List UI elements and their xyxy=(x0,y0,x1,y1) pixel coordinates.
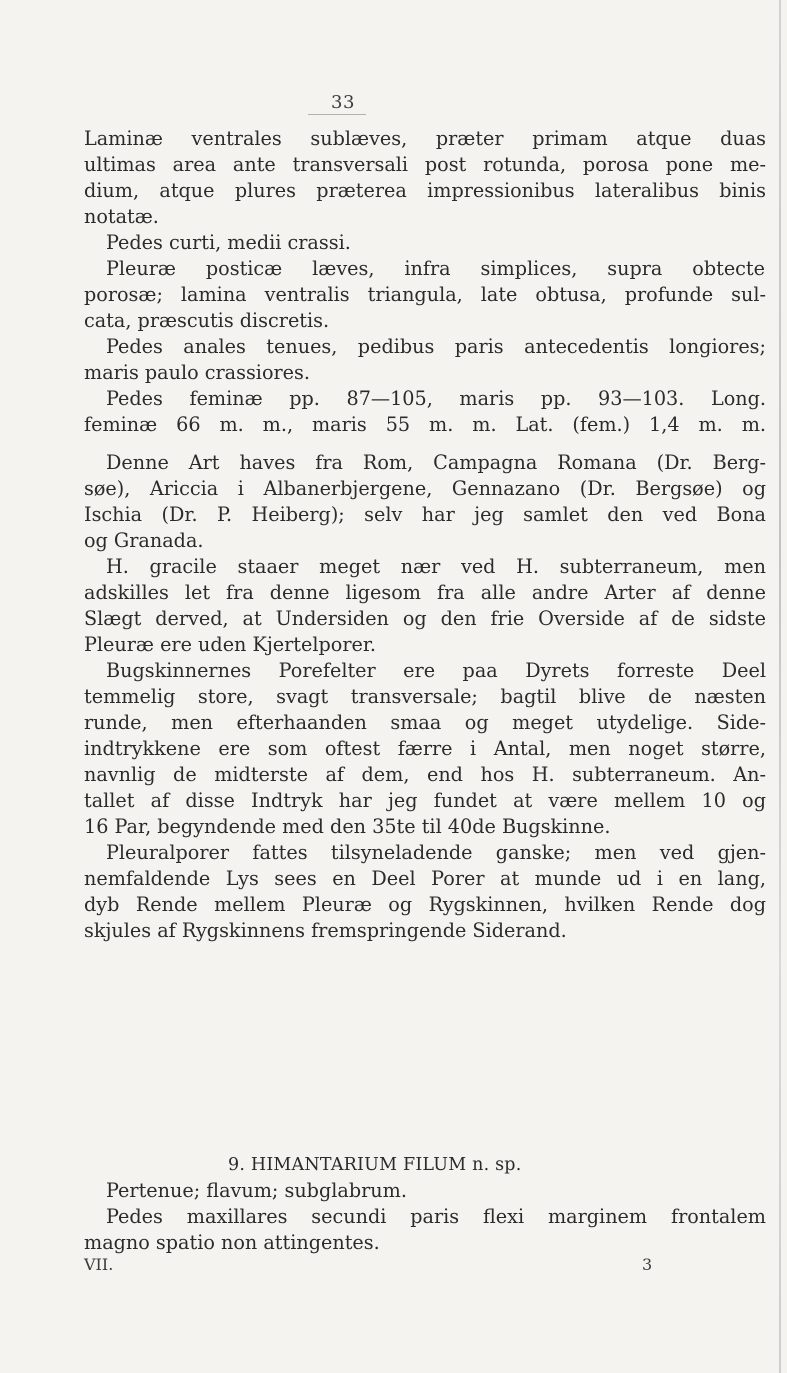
text-line: Pedes maxillares secundi paris flexi marginem frontalem xyxy=(106,1205,766,1228)
section-heading: 9. HIMANTARIUM FILUM n. sp. xyxy=(228,1155,522,1175)
page-number: 33 xyxy=(331,92,355,113)
text-line: nemfaldende Lys sees en Deel Porer at munde ud i en lang, xyxy=(84,867,766,890)
text-line: Pedes anales tenues, pedibus paris antecedentis longiores; xyxy=(106,335,766,358)
text-line: Pedes curti, medii crassi. xyxy=(106,231,351,254)
text-line: navnlig de midterste af dem, end hos H. subterraneum. An- xyxy=(84,763,766,786)
text-line: indtrykkene ere som oftest færre i Antal, men noget større, xyxy=(84,737,766,760)
text-line: maris paulo crassiores. xyxy=(84,361,310,384)
text-line: og Granada. xyxy=(84,529,204,552)
text-line: runde, men efterhaanden smaa og meget utydelige. Side- xyxy=(84,711,766,734)
text-line: dium, atque plures præterea impressionibus lateralibus binis xyxy=(84,179,766,202)
page-edge-line xyxy=(779,0,781,1373)
text-line: magno spatio non attingentes. xyxy=(84,1231,380,1254)
text-line: Laminæ ventrales sublæves, præter primam atque duas xyxy=(84,127,766,150)
text-line: Pedes feminæ pp. 87—105, maris pp. 93—103. Long. xyxy=(106,387,766,410)
text-line: 16 Par, begyndende med den 35te til 40de Bugskinne. xyxy=(84,815,611,838)
text-line: tallet af disse Indtryk har jeg fundet at være mellem 10 og xyxy=(84,789,766,812)
text-line: søe), Ariccia i Albanerbjergene, Gennazano (Dr. Bergsøe) og xyxy=(84,477,766,500)
text-line: skjules af Rygskinnens fremspringende Siderand. xyxy=(84,919,567,942)
text-line: Pleuræ ere uden Kjertelporer. xyxy=(84,633,377,656)
page-number-rule xyxy=(308,114,366,115)
text-line: Slægt derved, at Undersiden og den frie Overside af de sidste xyxy=(84,607,766,630)
text-line: Denne Art haves fra Rom, Campagna Romana (Dr. Berg- xyxy=(106,451,766,474)
text-line: feminæ 66 m. m., maris 55 m. m. Lat. (fem.) 1,4 m. m. xyxy=(84,413,766,436)
text-line: H. gracile staaer meget nær ved H. subterraneum, men xyxy=(106,555,766,578)
text-line: Ischia (Dr. P. Heiberg); selv har jeg samlet den ved Bona xyxy=(84,503,766,526)
text-line: Pleuralporer fattes tilsyneladende ganske; men ved gjen- xyxy=(106,841,766,864)
signature-number: 3 xyxy=(642,1255,653,1274)
signature-mark: VII. xyxy=(84,1255,114,1274)
text-line: cata, præscutis discretis. xyxy=(84,309,330,332)
text-line: dyb Rende mellem Pleuræ og Rygskinnen, hvilken Rende dog xyxy=(84,893,766,916)
text-line: Pertenue; flavum; subglabrum. xyxy=(106,1179,407,1202)
text-line: Pleuræ posticæ læves, infra simplices, supra obtecte xyxy=(106,257,765,280)
text-line: notatæ. xyxy=(84,205,159,228)
text-line: ultimas area ante transversali post rotunda, porosa pone me- xyxy=(84,153,766,176)
text-line: porosæ; lamina ventralis triangula, late obtusa, profunde sul- xyxy=(84,283,766,306)
text-line: adskilles let fra denne ligesom fra alle andre Arter af denne xyxy=(84,581,766,604)
text-line: Bugskinnernes Porefelter ere paa Dyrets forreste Deel xyxy=(106,659,766,682)
text-line: temmelig store, svagt transversale; bagtil blive de næsten xyxy=(84,685,766,708)
